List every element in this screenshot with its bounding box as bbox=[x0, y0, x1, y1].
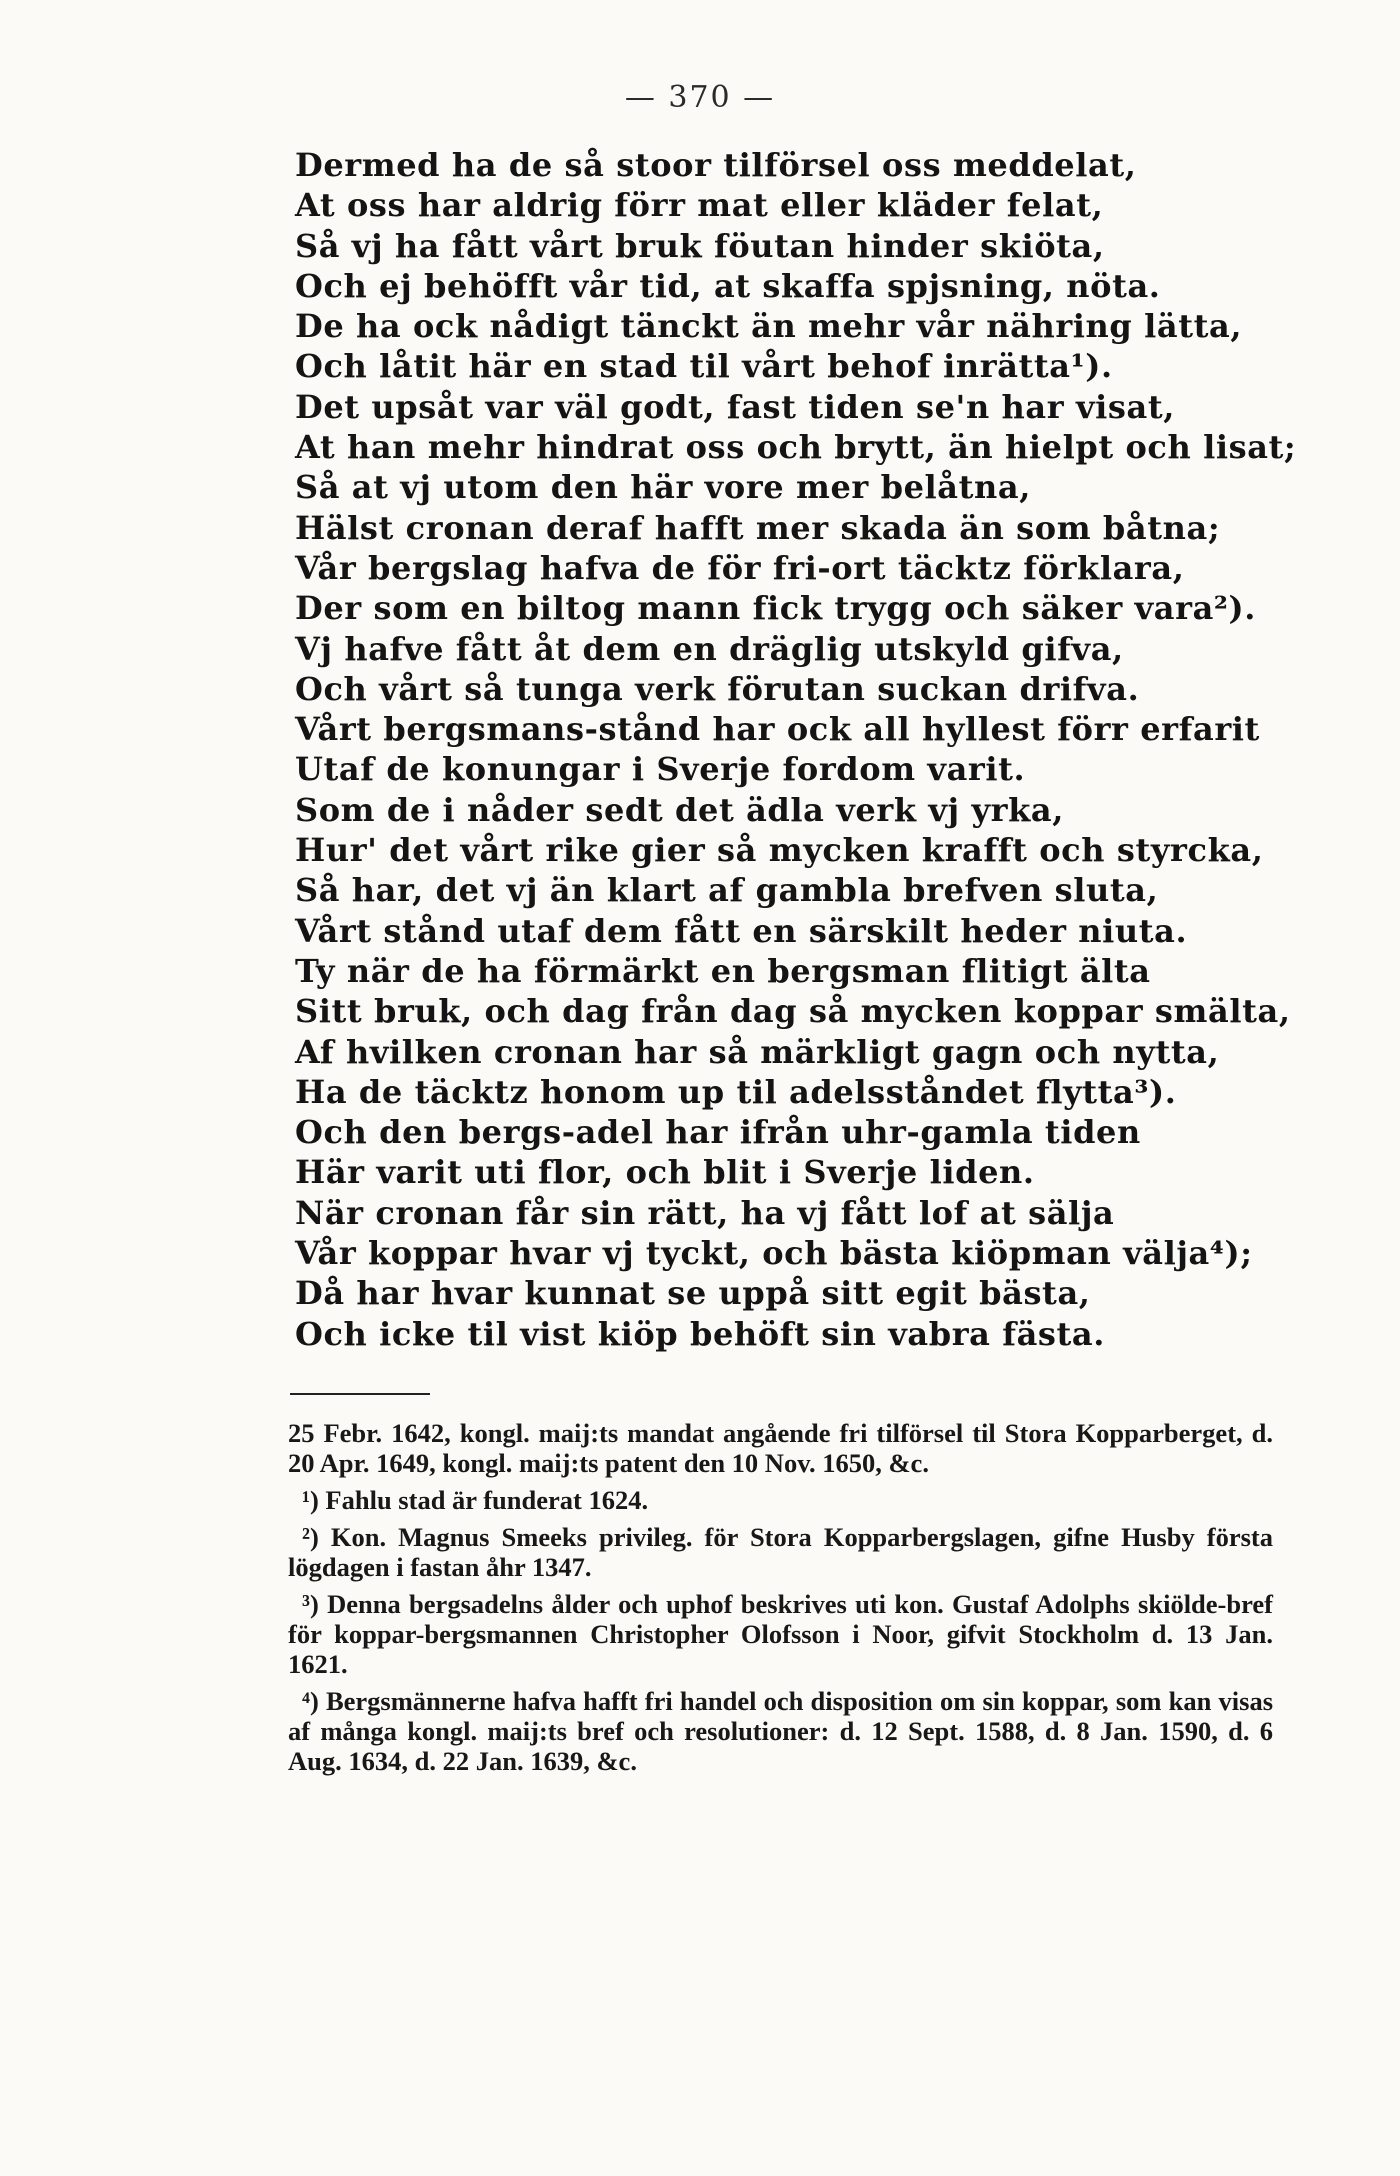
poem-line: Vår koppar hvar vj tyckt, och bästa kiöpman välja⁴); bbox=[295, 1234, 1253, 1273]
poem-line: Utaf de konungar i Sverje fordom varit. bbox=[295, 750, 1026, 789]
poem-line: När cronan får sin rätt, ha vj fått lof at sälja bbox=[295, 1193, 1115, 1232]
poem-line: Vår bergslag hafva de för fri-ort täcktz förklara, bbox=[295, 548, 1185, 587]
poem-line: Dermed ha de så stoor tilförsel oss meddelat, bbox=[295, 146, 1137, 184]
footnote-mark: ²) bbox=[302, 1522, 319, 1552]
footnote-mark: ¹) bbox=[302, 1485, 319, 1515]
poem-line: Hur' det vårt rike gier så mycken krafft och styrcka, bbox=[295, 831, 1264, 870]
page-number: — 370 — bbox=[624, 80, 776, 115]
poem-line: Der som en biltog mann fick trygg och säker vara²). bbox=[295, 589, 1257, 628]
poem-line: At han mehr hindrat oss och brytt, än hielpt och lisat; bbox=[295, 428, 1297, 467]
poem-line: Och vårt så tunga verk förutan suckan drifva. bbox=[295, 669, 1140, 708]
poem-line: Ty när de ha förmärkt en bergsman flitigt älta bbox=[295, 951, 1151, 990]
footnote-intro: 25 Febr. 1642, kongl. maij:ts mandat angående fri tilförsel til Stora Kopparberget, d. 20 Apr. 1649, kongl. maij:ts patent den 10 Nov. 1650, &c. bbox=[288, 1418, 1273, 1478]
poem-line: Sitt bruk, och dag från dag så mycken koppar smälta, bbox=[295, 992, 1291, 1031]
footnotes bbox=[288, 1418, 1273, 1783]
poem-line: Vj hafve fått åt dem en dräglig utskyld gifva, bbox=[295, 629, 1124, 668]
poem-line: Som de i nåder sedt det ädla verk vj yrka, bbox=[295, 790, 1064, 829]
footnote-text: Bergsmännerne hafva hafft fri handel och disposition om sin koppar, som kan visas af många kongl. maij:ts bref och resolutioner: d. 12 Sept. 1588, d. 8 Jan. 1590, d. 6 Aug. 1634, d. 22 Jan. 1639, &c. bbox=[288, 1686, 1274, 1776]
poem-line: Och den bergs-adel har ifrån uhr-gamla tiden bbox=[295, 1113, 1141, 1152]
poem-text bbox=[295, 145, 1295, 1354]
poem-line: At oss har aldrig förr mat eller kläder felat, bbox=[295, 186, 1104, 225]
footnote-divider bbox=[290, 1393, 430, 1395]
poem-line: Hälst cronan deraf hafft mer skada än som båtna; bbox=[295, 508, 1221, 547]
footnote bbox=[288, 1686, 1273, 1776]
poem-line: Och ej behöfft vår tid, at skaffa spjsning, nöta. bbox=[295, 266, 1161, 305]
poem-line: Så vj ha fått vårt bruk föutan hinder skiöta, bbox=[295, 226, 1105, 265]
footnote-text: Kon. Magnus Smeeks privileg. för Stora Kopparbergslagen, gifne Husby första lögdagen i fastan åhr 1347. bbox=[288, 1522, 1274, 1582]
poem-line: Det upsåt var väl godt, fast tiden se'n har visat, bbox=[295, 387, 1175, 426]
footnote-text: Fahlu stad är funderat 1624. bbox=[325, 1485, 649, 1515]
poem-line: Så at vj utom den här vore mer belåtna, bbox=[295, 468, 1031, 507]
poem-line: Då har hvar kunnat se uppå sitt egit bästa, bbox=[295, 1274, 1091, 1313]
footnote-mark: ³) bbox=[302, 1589, 319, 1619]
poem-line: Vårt stånd utaf dem fått en särskilt heder niuta. bbox=[295, 911, 1188, 950]
footnote-mark: ⁴) bbox=[302, 1686, 319, 1716]
footnote bbox=[288, 1485, 1273, 1515]
footnote bbox=[288, 1522, 1273, 1582]
poem-line: Här varit uti flor, och blit i Sverje liden. bbox=[295, 1153, 1035, 1192]
poem-line: Af hvilken cronan har så märkligt gagn och nytta, bbox=[295, 1032, 1220, 1071]
footnote-text: Denna bergsadelns ålder och uphof beskrives uti kon. Gustaf Adolphs skiölde-bref för koppar-bergsmannen Christopher Olofsson i Noor, gifvit Stockholm d. 13 Jan. 1621. bbox=[288, 1589, 1273, 1679]
poem-line: Så har, det vj än klart af gambla brefven sluta, bbox=[295, 871, 1159, 910]
poem-line: Och låtit här en stad til vårt behof inrätta¹). bbox=[295, 347, 1113, 386]
footnote bbox=[288, 1589, 1273, 1679]
poem-line: De ha ock nådigt tänckt än mehr vår nähring lätta, bbox=[295, 307, 1243, 346]
poem-line: Ha de täcktz honom up til adelsståndet flytta³). bbox=[295, 1072, 1177, 1111]
poem-line: Och icke til vist kiöp behöft sin vabra fästa. bbox=[295, 1314, 1106, 1353]
poem-line: Vårt bergsmans-stånd har ock all hyllest förr erfarit bbox=[295, 710, 1260, 749]
